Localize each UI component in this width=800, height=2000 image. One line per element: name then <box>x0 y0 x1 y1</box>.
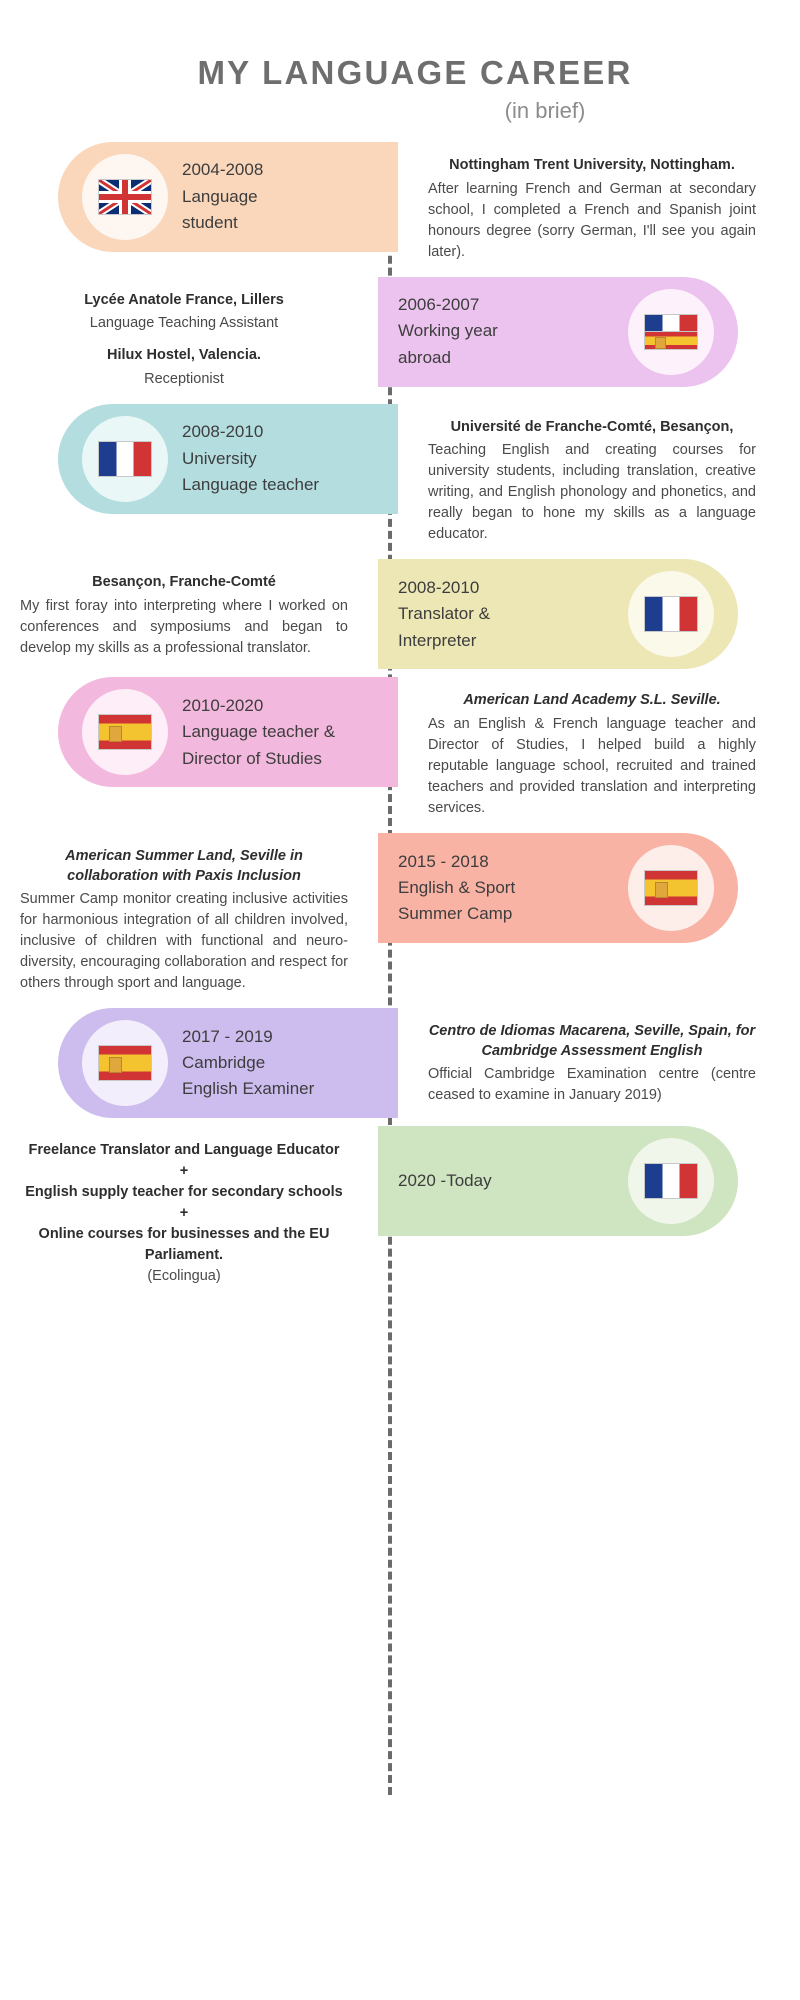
entry-label <box>168 1024 314 1103</box>
flag-badge <box>628 845 714 931</box>
entry-role-line2: Director of Studies <box>182 748 322 768</box>
flag-badge <box>82 154 168 240</box>
entry-years: 2008-2010 <box>182 422 264 442</box>
entry-pill-working-year-abroad[interactable] <box>378 277 738 387</box>
entry-role-line2: Interpreter <box>398 630 477 650</box>
entry-description-heading: Nottingham Trent University, Nottingham. <box>449 157 735 173</box>
entry-description-translator-interpreter <box>4 559 364 665</box>
entry-role-line1: Translator & <box>398 604 490 624</box>
flag-badge <box>628 1138 714 1224</box>
entry-description-heading: American Summer Land, Seville in collaboration with Paxis Inclusion <box>65 848 303 884</box>
france-flag-icon <box>98 441 152 477</box>
entry-description-summer-camp <box>4 833 364 1000</box>
entry-description-language-teacher-director <box>412 677 772 825</box>
entry-pill-university-language-teacher[interactable] <box>58 404 398 514</box>
entry-role-line2: abroad <box>398 347 451 367</box>
entry-description-freelance-today <box>4 1126 364 1293</box>
entry-description-university-language-teacher <box>412 404 772 552</box>
timeline-row <box>0 142 800 269</box>
page-title: MY LANGUAGE CAREER <box>197 54 633 91</box>
entry-label <box>398 575 504 654</box>
entry-role-line1: Cambridge <box>182 1053 266 1073</box>
entry-description-heading-2: Hilux Hostel, Valencia. <box>107 347 261 364</box>
entry-role-line1: Language <box>182 186 258 206</box>
page-header <box>0 0 800 124</box>
entry-description-line2: English supply teacher for secondary schools <box>25 1184 343 1201</box>
entry-years: 2004-2008 <box>182 160 264 180</box>
spain-flag-icon <box>98 1045 152 1081</box>
uk-flag-icon <box>98 179 152 215</box>
flag-badge <box>82 416 168 502</box>
timeline-row <box>0 1008 800 1118</box>
entry-role-line1: Working year <box>398 321 498 341</box>
flag-badge <box>82 1020 168 1106</box>
entry-role-line1: Language teacher & <box>182 722 336 742</box>
entry-pill-freelance-today[interactable] <box>378 1126 738 1236</box>
entry-description-plus2: + <box>179 1205 189 1222</box>
entry-role-line1: University <box>182 448 257 468</box>
entry-years: 2017 - 2019 <box>182 1026 273 1046</box>
entry-pill-language-teacher-director[interactable] <box>58 677 398 787</box>
entry-label <box>398 849 529 928</box>
timeline-row <box>0 833 800 1000</box>
entry-role-line2: Summer Camp <box>398 904 513 924</box>
entry-description-heading: Université de Franche-Comté, Besançon, <box>450 418 734 435</box>
flag-badge <box>82 689 168 775</box>
entry-label <box>168 157 263 236</box>
timeline-row <box>0 277 800 396</box>
entry-pill-cambridge-examiner[interactable] <box>58 1008 398 1118</box>
entry-description-body: Summer Camp monitor creating inclusive activities for harmonious integration of all children involved, inclusive of children with functional and neuro- diversity, encouraging collaboration and respect for others through sport and language. <box>20 891 348 992</box>
entry-description-note: (Ecolingua) <box>147 1268 221 1285</box>
entry-years: 2008-2010 <box>398 577 480 597</box>
entry-description-body: My first foray into interpreting where I worked on conferences and symposiums and began to develop my skills as a professional translator. <box>20 597 348 657</box>
entry-role-line2: student <box>182 213 238 233</box>
entry-description-body: Official Cambridge Examination centre (centre ceased to examine in January 2019) <box>428 1066 756 1104</box>
entry-description-cambridge-examiner <box>412 1008 772 1112</box>
timeline-row <box>0 404 800 552</box>
timeline-row <box>0 559 800 669</box>
timeline-row <box>0 677 800 825</box>
entry-label <box>168 419 319 498</box>
entry-pill-language-student[interactable] <box>58 142 398 252</box>
entry-label <box>398 292 512 371</box>
france-flag-icon <box>644 1163 698 1199</box>
flag-badge <box>628 571 714 657</box>
entry-description-heading: Centro de Idiomas Macarena, Seville, Spain, for Cambridge Assessment English <box>428 1023 756 1059</box>
entry-description-body: As an English & French language teacher and Director of Studies, I helped build a highly reputable language school, recruited and trained teachers and provided translation and interpreting services. <box>428 715 756 817</box>
entry-description-heading: Lycée Anatole France, Lillers <box>84 291 284 308</box>
entry-role-line2: English Examiner <box>182 1079 315 1099</box>
entry-description-body: After learning French and German at secondary school, I completed a French and Spanish joint honours degree (sorry German, I'll see you again later). <box>428 180 756 260</box>
entry-description-plus1: + <box>179 1163 189 1180</box>
entry-description-body: Teaching English and creating courses for university students, including translation, creative writing, and English phonology and phonetics, and really began to hone my skills as a language educator. <box>428 442 756 543</box>
entry-years: 2020 -Today <box>398 1171 492 1191</box>
entry-description-line3: Online courses for businesses and the EU Parliament. <box>38 1226 330 1264</box>
entry-description-language-student <box>412 142 772 269</box>
entry-role-line2: Language teacher <box>182 474 320 494</box>
entry-years: 2006-2007 <box>398 295 480 315</box>
spain-flag-icon <box>644 870 698 906</box>
timeline-rows <box>0 142 800 1293</box>
entry-description-working-year <box>4 277 364 396</box>
entry-description-heading: Besançon, Franche-Comté <box>92 574 276 591</box>
entry-years: 2010-2020 <box>182 695 264 715</box>
entry-description-line1: Freelance Translator and Language Educator <box>28 1142 340 1159</box>
entry-label <box>398 1168 506 1194</box>
entry-description-body-2: Receptionist <box>144 370 224 387</box>
entry-description-heading: American Land Academy S.L. Seville. <box>463 692 721 709</box>
page-subtitle: (in brief) <box>504 98 586 123</box>
france-spain-flag-icon <box>644 314 698 350</box>
entry-role-line1: English & Sport <box>398 877 516 897</box>
entry-pill-summer-camp[interactable] <box>378 833 738 943</box>
spain-flag-icon <box>98 714 152 750</box>
entry-pill-translator-interpreter[interactable] <box>378 559 738 669</box>
entry-years: 2015 - 2018 <box>398 851 489 871</box>
france-flag-icon <box>644 596 698 632</box>
entry-description-body: Language Teaching Assistant <box>89 315 279 332</box>
flag-badge <box>628 289 714 375</box>
entry-label <box>168 693 335 772</box>
timeline-row <box>0 1126 800 1293</box>
